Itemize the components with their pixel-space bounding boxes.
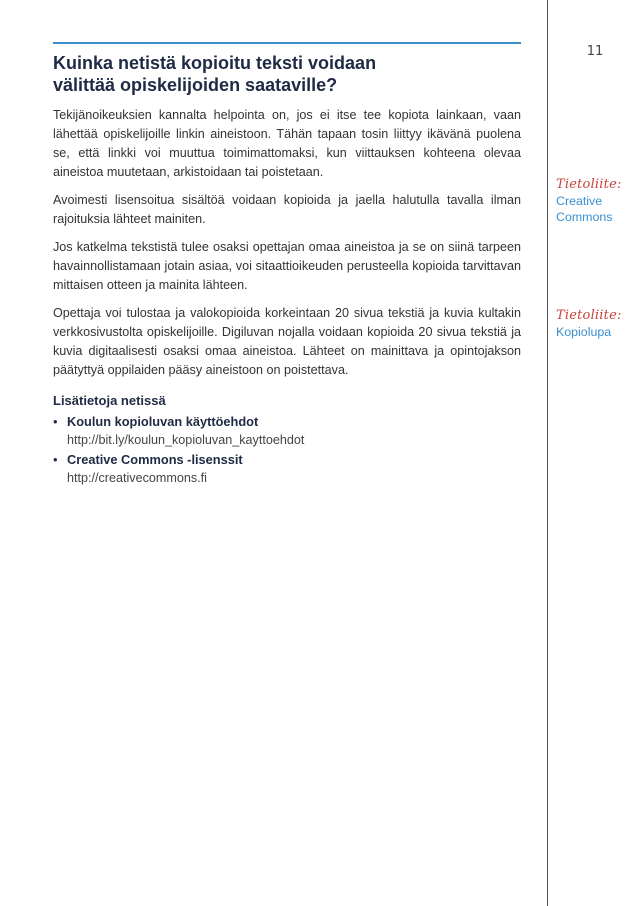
links-heading: Lisätietoja netissä: [53, 393, 166, 408]
links-list: [53, 412, 521, 488]
bullet-icon: •: [53, 414, 58, 429]
side-note-tag: Tietoliite:: [556, 177, 622, 192]
page-number: 11: [586, 44, 604, 59]
side-note-creative-commons: [556, 176, 632, 225]
side-note-text: Creative: [556, 194, 603, 208]
link-url-creative-commons[interactable]: http://creativecommons.fi: [67, 471, 207, 485]
bullet-icon: •: [53, 452, 58, 467]
paragraph-3: Jos katkelma tekstistä tulee osaksi opettajan omaa aineistoa ja se on siinä tarpeen havainnollistamaan jotain asiaa, voi sitaattioikeuden perusteella kopioida tarvittavan mittaisen otteen ja mainita lähteen.: [53, 240, 521, 292]
side-note-kopiolupa: [556, 307, 632, 340]
link-label-kopiolupa: Koulun kopioluvan käyttöehdot: [67, 414, 259, 429]
side-note-tag: Tietoliite:: [556, 308, 622, 323]
title-line-2: välittää opiskelijoiden saataville?: [53, 75, 338, 95]
side-note-text: Commons: [556, 210, 613, 224]
page-title: [53, 52, 521, 96]
main-content: [53, 52, 521, 488]
link-url-kopiolupa[interactable]: http://bit.ly/koulun_kopioluvan_kayttoehdot: [67, 433, 305, 447]
column-divider: [547, 0, 548, 906]
side-note-text: Kopiolupa: [556, 325, 612, 339]
title-line-1: Kuinka netistä kopioitu teksti voidaan: [53, 53, 377, 73]
paragraph-2: Avoimesti lisensoitua sisältöä voidaan kopioida ja jaella halutulla tavalla ilman rajoituksia lähteet mainiten.: [53, 193, 521, 226]
list-item: [53, 412, 521, 450]
top-rule: [53, 42, 521, 44]
list-item: [53, 450, 521, 488]
paragraph-4: Opettaja voi tulostaa ja valokopioida korkeintaan 20 sivua tekstiä ja kuvia kultakin verkkosivustolta opiskelijoille. Digiluvan nojalla voidaan kopioida 20 sivua tekstiä ja kuvia digitaalisesti osaksi omaa aineistoa. Lähteet on mainittava ja opintojakson päätyttyä oppilaiden pääsy aineistoon on poistettava.: [53, 306, 521, 377]
paragraph-1: Tekijänoikeuksien kannalta helpointa on, jos ei itse tee kopiota lainkaan, vaan lähettää opiskelijoille linkin aineistoon. Tähän tapaan tosin liittyy ikävänä puolena se, että linkki voi muuttua toimimattomaksi, kun viittauksen kohteena olevaa aineistoa muutetaan, arkistoidaan tai poistetaan.: [53, 108, 521, 179]
link-label-creative-commons: Creative Commons -lisenssit: [67, 452, 243, 467]
